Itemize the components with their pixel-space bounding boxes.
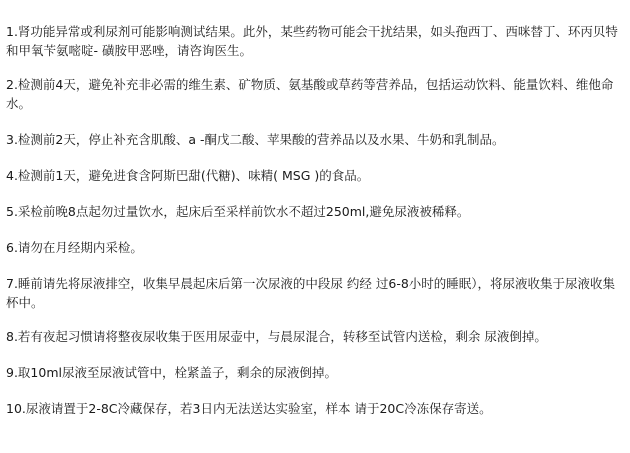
instruction-item-8: 8.若有夜起习惯请将整夜尿收集于医用尿壶中，与晨尿混合，转移至试管内送检，剩余 尿液倒掉。 [6, 329, 547, 344]
instruction-item-5: 5.采检前晚8点起勿过量饮水，起床后至采样前饮水不超过250ml,避免尿液被稀释。 [6, 204, 470, 219]
instruction-item-3: 3.检测前2天，停止补充含肌酸、a -酮戊二酸、苹果酸的营养品以及水果、牛奶和乳制品。 [6, 132, 505, 147]
instruction-item-7: 7.睡前请先将尿液排空，收集早晨起床后第一次尿液的中段尿 约经 过6-8小时的睡眠），将尿液收集于尿液收集杯中。 [6, 276, 616, 310]
instruction-item-2: 2.检测前4天，避免补充非必需的维生素、矿物质、氨基酸或草药等营养品，包括运动饮料、能量饮料、维他命水。 [6, 77, 614, 111]
instruction-item-1: 1.肾功能异常或利尿剂可能影响测试结果。此外，某些药物可能会干扰结果，如头孢西丁、西咪替丁、环丙贝特和甲氧苄氨嘧啶- 磺胺甲恶唑，请咨询医生。 [6, 24, 618, 58]
instruction-item-6: 6.请勿在月经期内采检。 [6, 240, 143, 255]
instruction-item-9: 9.取10ml尿液至尿液试管中，栓紧盖子，剩余的尿液倒掉。 [6, 365, 337, 380]
instruction-item-10: 10.尿液请置于2-8C冷藏保存，若3日内无法送达实验室，样本 请于20C冷冻保存寄送。 [6, 401, 492, 416]
instruction-item-4: 4.检测前1天，避免进食含阿斯巴甜(代糖)、味精( MSG )的食品。 [6, 168, 370, 183]
